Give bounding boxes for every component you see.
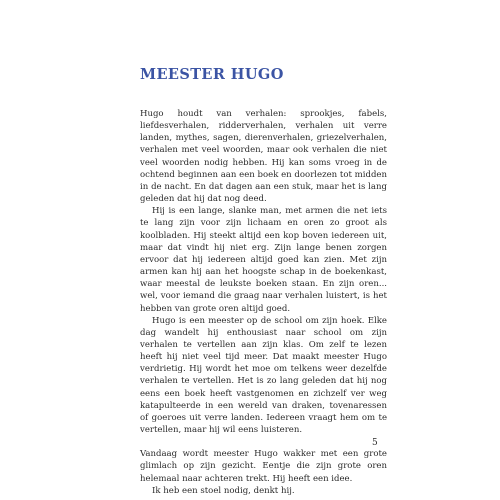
chapter-body [140,108,387,497]
paragraph-3: Hugo is een meester op de school om zijn hoek. Elke dag wandelt hij enthousiast naar school om zijn verhalen te vertellen aan zijn klas. Om zelf te lezen heeft hij niet veel tijd meer. Dat maakt meester Hugo verdrietig. Hij wordt het moe om telkens weer dezelfde verhalen te vertellen. Het is zo lang geleden dat hij nog eens een boek heeft vastgenomen en zichzelf ver weg katapulteerde in een wereld van draken, tovenaressen of goeroes uit verre landen. Iedereen vraagt hem om te vertellen, maar hij wil eens luisteren. [140,315,387,436]
paragraph-5: Ik heb een stoel nodig, denkt hij. [152,485,295,496]
page-number: 5 [372,438,378,448]
paragraph-2: Hij is een lange, slanke man, met armen die net iets te lang zijn voor zijn lichaam en oren zo groot als koolbladen. Hij steekt altijd een kop boven iedereen uit, maar dat vindt hij niet erg. Zijn lange benen zorgen ervoor dat hij iedereen altijd goed kan zien. Met zijn armen kan hij aan het hoogste schap in de boekenkast, waar meestal de leukste boeken staan. En zijn oren... wel, voor iemand die graag naar verhalen luistert, is het hebben van grote oren altijd goed. [140,206,387,314]
paragraph-1: Hugo houdt van verhalen: sprookjes, fabels, liefdesverhalen, ridderverhalen, verhalen uit verre landen, mythes, sagen, dierenverhalen, griezelverhalen, verhalen met veel woorden, maar ook verhalen die niet veel woorden nodig hebben. Hij kan soms vroeg in de ochtend beginnen aan een boek en doorlezen tot midden in de nacht. En dat dagen aan een stuk, maar het is lang geleden dat hij dat nog deed. [140,109,387,205]
paragraph-4: Vandaag wordt meester Hugo wakker met een grote glimlach op zijn gezicht. Eentje die zijn grote oren helemaal naar achteren trekt. Hij heeft een idee. [140,449,387,484]
chapter-title: MEESTER HUGO [140,66,284,83]
